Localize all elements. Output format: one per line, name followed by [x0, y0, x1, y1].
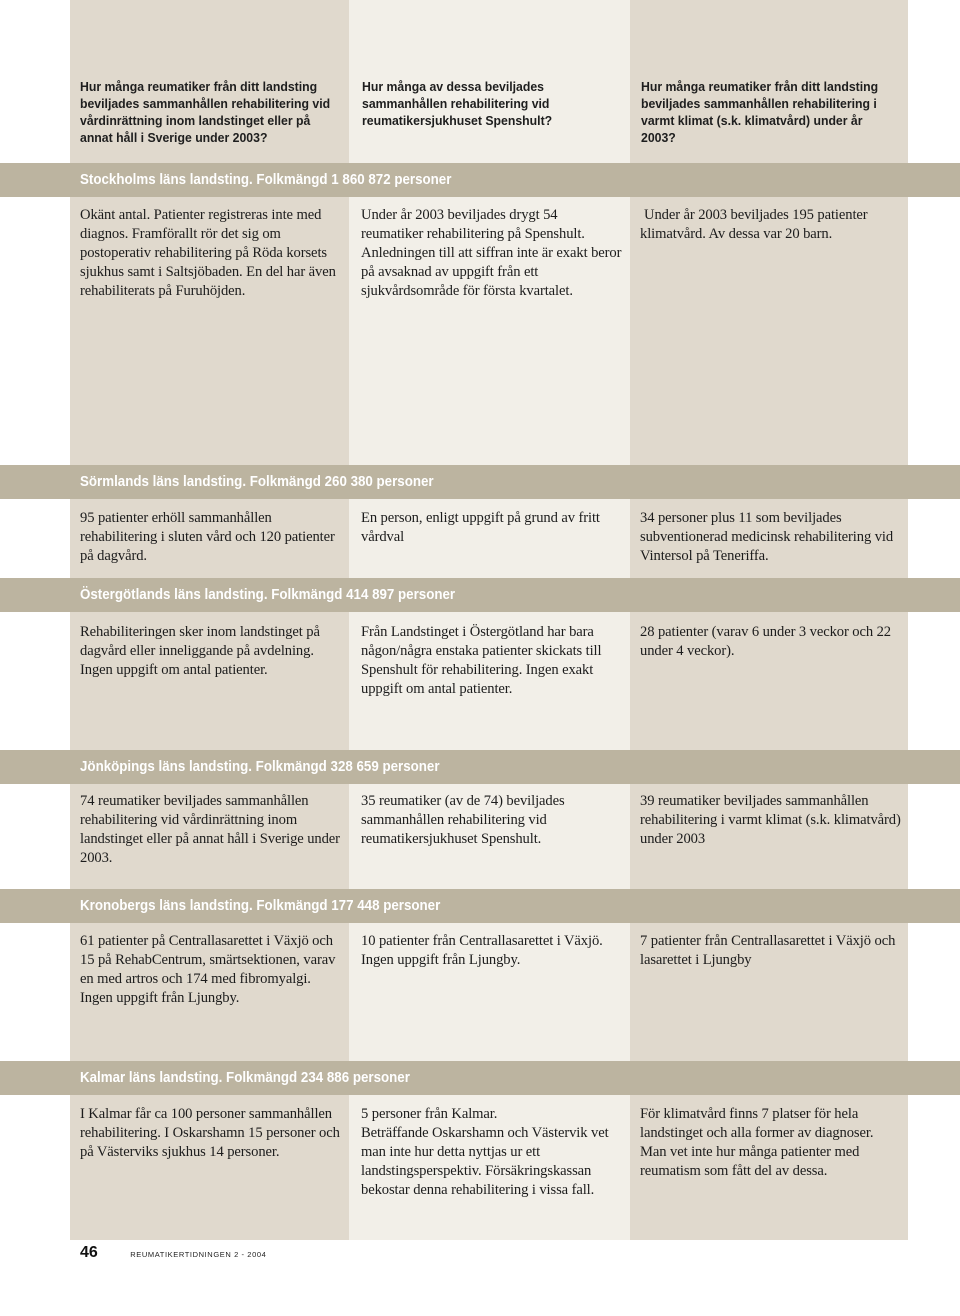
county-population: Folkmängd 414 897 personer: [271, 587, 456, 603]
page-footer: [80, 1244, 266, 1268]
county-name: Sörmlands läns landsting.: [80, 474, 247, 490]
county-population: Folkmängd 234 886 personer: [226, 1070, 410, 1086]
county-population: Folkmängd 1 860 872 personer: [256, 172, 452, 188]
answer-stockholm-3: Under år 2003 beviljades 195 patienter klimatvård. Av dessa var 20 barn.: [640, 207, 868, 242]
county-header-sormland: [0, 465, 960, 499]
county-population: Folkmängd 177 448 personer: [256, 898, 441, 914]
county-population: Folkmängd 260 380 personer: [249, 474, 434, 490]
answer-kronoberg-1: 61 patienter på Centrallasarettet i Växjö och 15 på RehabCentrum, smärtsektionen, varav en med artros och 174 med fibromyalgi. Ingen uppgift från Ljungby.: [80, 933, 336, 1006]
county-name: Jönköpings läns landsting.: [80, 759, 252, 775]
answer-kronoberg-2: 10 patienter från Centrallasarettet i Växjö. Ingen uppgift från Ljungby.: [361, 933, 603, 968]
journal-name: REUMATIKERTIDNINGEN 2 - 2004: [130, 1250, 267, 1259]
county-header-kronoberg: [0, 889, 960, 923]
county-name: Kronobergs läns landsting.: [80, 898, 253, 914]
county-header-jonkoping: [0, 750, 960, 784]
answer-stockholm-2: Under år 2003 beviljades drygt 54 reumatiker rehabilitering på Spenshult. Anledningen till att siffran inte är exakt beror på avsaknad av uppgift från ett sjukvårdsområde för första kvartalet.: [361, 207, 622, 299]
page-number: 46: [80, 1244, 98, 1261]
answer-kalmar-3: För klimatvård finns 7 platser för hela landstinget och alla former av diagnoser. Man vet inte hur många patienter med reumatism som fått del av dessa.: [640, 1106, 874, 1179]
county-header-stockholm: [0, 163, 960, 197]
question-3: Hur många reumatiker från ditt landsting beviljades sammanhållen rehabilitering i varmt klimat (s.k. klimatvård) under år 2003?: [641, 79, 879, 145]
county-population: Folkmängd 328 659 personer: [255, 759, 440, 775]
answer-sormland-1: 95 patienter erhöll sammanhållen rehabilitering i sluten vård och 120 patienter på dagvård.: [80, 510, 335, 564]
county-name: Stockholms läns landsting.: [80, 172, 253, 188]
county-name: Kalmar läns landsting.: [80, 1070, 223, 1086]
answer-jonkoping-3: 39 reumatiker beviljades sammanhållen rehabilitering i varmt klimat (s.k. klimatvård) under 2003: [640, 793, 901, 847]
answer-ostergotland-1: Rehabiliteringen sker inom landstinget på dagvård eller inneliggande på avdelning. Ingen uppgift om antal patienter.: [80, 624, 320, 678]
answer-ostergotland-2: Från Landstinget i Östergötland har bara någon/några enstaka patienter skickats till Spenshult för rehabilitering. Ingen exakt uppgift om antal patienter.: [361, 624, 602, 697]
answer-ostergotland-3: 28 patienter (varav 6 under 3 veckor och 22 under 4 veckor).: [640, 624, 891, 659]
answer-jonkoping-1: 74 reumatiker beviljades sammanhållen rehabilitering vid vårdinrättning inom landstinget eller på annat håll i Sverige under 2003.: [80, 793, 340, 866]
answer-jonkoping-2: 35 reumatiker (av de 74) beviljades sammanhållen rehabilitering vid reumatikersjukhuset Spenshult.: [361, 793, 565, 847]
answer-sormland-3: 34 personer plus 11 som beviljades subventionerad medicinsk rehabilitering vid Vintersol på Teneriffa.: [640, 510, 894, 564]
answer-kronoberg-3: 7 patienter från Centrallasarettet i Växjö och lasarettet i Ljungby: [640, 933, 896, 968]
county-header-ostergotland: [0, 578, 960, 612]
answer-kalmar-2: 5 personer från Kalmar. Beträffande Oskarshamn och Västervik vet man inte hur detta nyttjas ur ett landstingsperspektiv. Försäkringskassan bekostar denna rehabilitering i vissa fall.: [361, 1106, 609, 1198]
county-header-kalmar: [0, 1061, 960, 1095]
question-2: Hur många av dessa beviljades sammanhållen rehabilitering vid reumatikersjukhuset Spenshult?: [362, 79, 553, 128]
answer-kalmar-1: I Kalmar får ca 100 personer sammanhållen rehabilitering. I Oskarshamn 15 personer och på Västerviks sjukhus 14 personer.: [80, 1106, 340, 1160]
county-name: Östergötlands läns landsting.: [80, 587, 268, 603]
answer-sormland-2: En person, enligt uppgift på grund av fritt vårdval: [361, 510, 600, 545]
question-1: Hur många reumatiker från ditt landsting beviljades sammanhållen rehabilitering vid vårdinrättning inom landstinget eller på annat håll i Sverige under 2003?: [80, 79, 331, 145]
answer-stockholm-1: Okänt antal. Patienter registreras inte med diagnos. Framförallt rör det sig om postoperativ rehabilitering på Röda korsets sjukhus samt i Saltsjöbaden. En del har även rehabiliterats på Furuhöjden.: [80, 207, 336, 299]
